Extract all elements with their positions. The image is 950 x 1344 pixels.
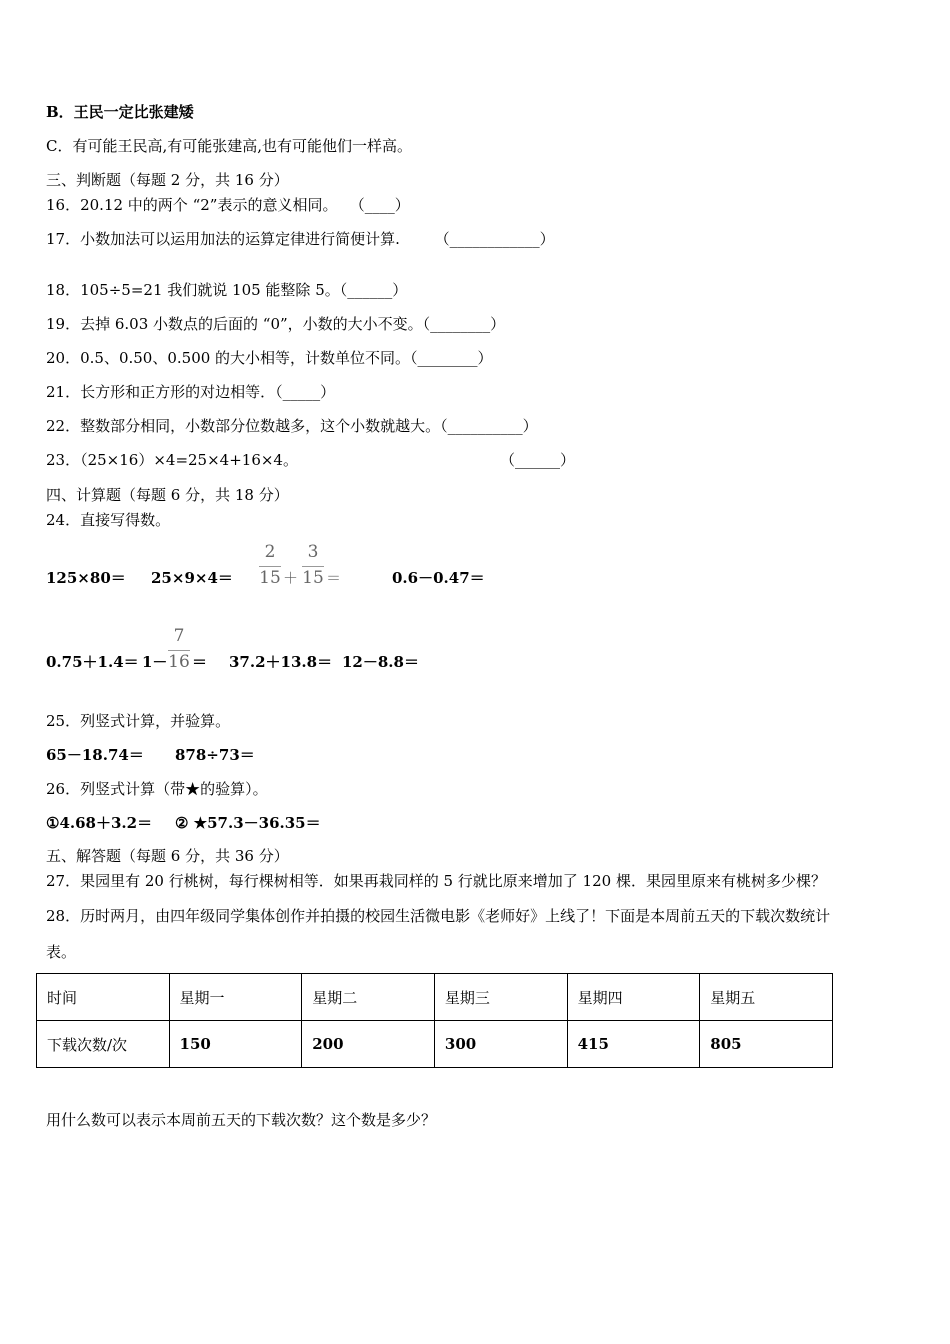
table-cell: 200 [302,1021,435,1068]
calc-0.6-minus-0.47: 0.6－0.47＝ [392,569,485,587]
calc-878-div-73: 878÷73＝ [175,746,255,764]
fraction-2-denominator: 15 [302,568,324,588]
question-18: 18．105÷5=21 我们就说 105 能整除 5。（______） [46,281,408,299]
question-23: 23．（25×16）×4=25×4+16×4。 [46,451,298,469]
fraction-1-numerator: 2 [264,542,276,562]
question-20: 20．0.5、0.50、0.500 的大小相等，计数单位不同。（________） [46,349,493,367]
table-cell: 300 [434,1021,567,1068]
table-header-row [37,974,833,1021]
calc-57.3-minus-36.35: ② ★57.3－36.35＝ [175,814,321,832]
question-28-line-1: 28．历时两月，由四年级同学集体创作并拍摄的校园生活微电影《老师好》上线了！下面是本周前五天的下载次数统计 [46,907,831,925]
calc-65-minus-18.74: 65－18.74＝ [46,746,144,764]
calc-12-minus-8.8: 12－8.8＝ [342,653,419,671]
fraction-1-denominator: 15 [259,568,281,588]
section-5-heading: 五、解答题（每题 6 分，共 36 分） [46,847,289,865]
calc-125x80: 125×80＝ [46,569,126,587]
fraction-3-equals: ＝ [192,653,208,671]
question-23-blank: （______） [500,451,576,469]
fraction-3-denominator: 16 [168,652,190,672]
table-row [37,1021,833,1068]
question-19: 19．去掉 6.03 小数点的后面的 “0”，小数的大小不变。（________） [46,315,506,333]
fraction-3-numerator: 7 [173,626,185,646]
question-28-prompt: 用什么数可以表示本周前五天的下载次数？这个数是多少？ [46,1111,437,1129]
plus-sign: ＋ [283,569,299,587]
calc-0.75-plus-1.4: 0.75＋1.4＝ [46,653,139,671]
table-cell: 星期二 [302,974,435,1021]
option-b: B．王民一定比张建矮 [46,103,194,121]
table-cell: 下载次数/次 [37,1021,170,1068]
section-3-heading: 三、判断题（每题 2 分，共 16 分） [46,171,289,189]
fraction-2-numerator: 3 [307,542,319,562]
fraction-3-bar [168,650,190,651]
question-21: 21．长方形和正方形的对边相等．（_____） [46,383,336,401]
fraction-1-bar [259,566,281,567]
table-cell: 时间 [37,974,170,1021]
fraction-equals: ＝ [326,569,342,587]
table-cell: 150 [169,1021,302,1068]
question-22: 22．整数部分相同，小数部分位数越多，这个小数就越大。（__________） [46,417,538,435]
question-17: 17．小数加法可以运用加法的运算定律进行简便计算. （____________） [46,230,555,248]
question-24: 24．直接写得数。 [46,511,171,529]
calc-25x9x4: 25×9×4＝ [151,569,233,587]
table-cell: 星期五 [700,974,833,1021]
question-27: 27．果园里有 20 行桃树，每行棵树相等．如果再栽同样的 5 行就比原来增加了 120 棵．果园里原来有桃树多少棵？ [46,872,826,890]
calc-37.2-plus-13.8: 37.2＋13.8＝ [229,653,333,671]
fraction-2-bar [302,566,324,567]
table-cell: 805 [700,1021,833,1068]
table-cell: 415 [567,1021,700,1068]
calc-1-minus: 1－ [142,653,168,671]
download-table [36,973,833,1068]
table-cell: 星期一 [169,974,302,1021]
table-cell: 星期四 [567,974,700,1021]
question-28-line-2: 表。 [46,943,77,961]
section-4-heading: 四、计算题（每题 6 分，共 18 分） [46,486,289,504]
option-c: C．有可能王民高,有可能张建高,也有可能他们一样高。 [46,137,413,155]
question-26: 26．列竖式计算（带★的验算）。 [46,780,268,798]
calc-4.68-plus-3.2: ①4.68＋3.2＝ [46,814,153,832]
table-cell: 星期三 [434,974,567,1021]
question-25: 25．列竖式计算，并验算。 [46,712,231,730]
question-16: 16．20.12 中的两个 “2”表示的意义相同。 （____） [46,196,410,214]
